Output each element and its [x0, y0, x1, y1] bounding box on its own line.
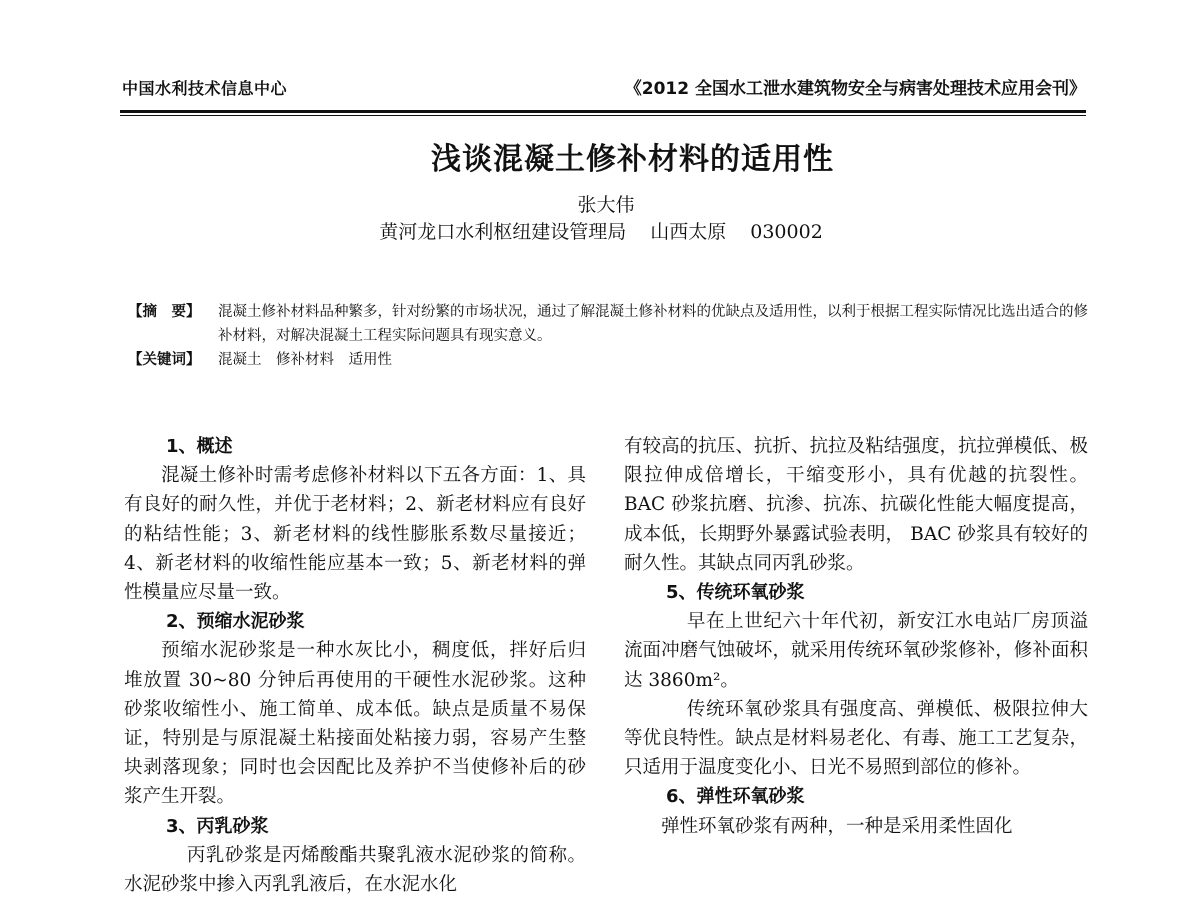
journal-source: 中国水利技术信息中心: [122, 79, 288, 98]
paragraph: 混凝土修补时需考虑修补材料以下五各方面：1、具有良好的耐久性，并优于老材料；2、新老材料应有良好的粘结性能；3、新老材料的线性膨胀系数尽量接近；4、新老材料的收缩性能应基本一致；5、新老材料的弹性模量应尽量一致。: [124, 465, 586, 604]
section-heading: 2、预缩水泥砂浆: [166, 611, 305, 633]
author-name: 张大伟: [577, 194, 635, 216]
abstract-row: [128, 300, 1088, 348]
affiliation-postcode: 030002: [750, 221, 823, 243]
paragraph: 传统环氧砂浆具有强度高、弹模低、极限拉伸大等优良特性。缺点是材料易老化、有毒、施工工艺复杂，只适用于温度变化小、日光不易照到部位的修补。: [624, 698, 1088, 779]
paragraph: 丙乳砂浆是丙烯酸酯共聚乳液水泥砂浆的简称。水泥砂浆中掺入丙乳乳液后，在水泥水化: [124, 844, 586, 896]
abstract-text: 混凝土修补材料品种繁多，针对纷繁的市场状况，通过了解混凝土修补材料的优缺点及适用性，以利于根据工程实际情况比选出适合的修补材料，对解决混凝土工程实际问题具有现实意义。: [218, 304, 1088, 344]
abstract-block: [128, 300, 1088, 372]
paper-title: 浅谈混凝土修补材料的适用性: [431, 142, 834, 177]
paragraph: 有较高的抗压、抗折、抗拉及粘结强度，抗拉弹模低、极限拉伸成倍增长，干缩变形小，具有优越的抗裂性。BAC 砂浆抗磨、抗渗、抗冻、抗碳化性能大幅度提高，成本低，长期野外暴露试验表明， BAC 砂浆具有较好的耐久性。其缺点同丙乳砂浆。: [624, 436, 1088, 574]
section-heading: 5、传统环氧砂浆: [666, 582, 805, 604]
header-rule: [120, 110, 1086, 116]
section-heading: 3、丙乳砂浆: [166, 815, 269, 837]
section-heading: 6、弹性环氧砂浆: [666, 786, 805, 808]
right-column: [624, 432, 1088, 841]
paragraph: 早在上世纪六十年代初，新安江水电站厂房顶溢流面冲磨气蚀破坏，就采用传统环氧砂浆修补，修补面积达 3860m²。: [624, 611, 1088, 691]
left-column: [124, 432, 586, 899]
keywords-label: 【关键词】: [128, 352, 201, 368]
section-heading: 1、概述: [166, 436, 233, 457]
abstract-label: 【摘 要】: [128, 304, 201, 320]
proceedings-title: 《2012 全国水工泄水建筑物安全与病害处理技术应用会刊》: [624, 79, 1086, 99]
paragraph: 弹性环氧砂浆有两种，一种是采用柔性固化: [661, 815, 1013, 837]
keywords-text: 混凝土 修补材料 适用性: [218, 352, 392, 368]
affiliation-city: 山西太原: [650, 221, 727, 243]
paragraph: 预缩水泥砂浆是一种水灰比小，稠度低，拌好后归堆放置 30~80 分钟后再使用的干硬性水泥砂浆。这种砂浆收缩性小、施工简单、成本低。缺点是质量不易保证，特别是与原混凝土粘接面处粘接力弱，容易产生整块剥落现象；同时也会因配比及养护不当使修补后的砂浆产生开裂。: [124, 640, 586, 808]
keywords-row: [128, 348, 1088, 372]
affiliation-org: 黄河龙口水利枢纽建设管理局: [379, 221, 627, 243]
affiliation: [0, 217, 1200, 244]
